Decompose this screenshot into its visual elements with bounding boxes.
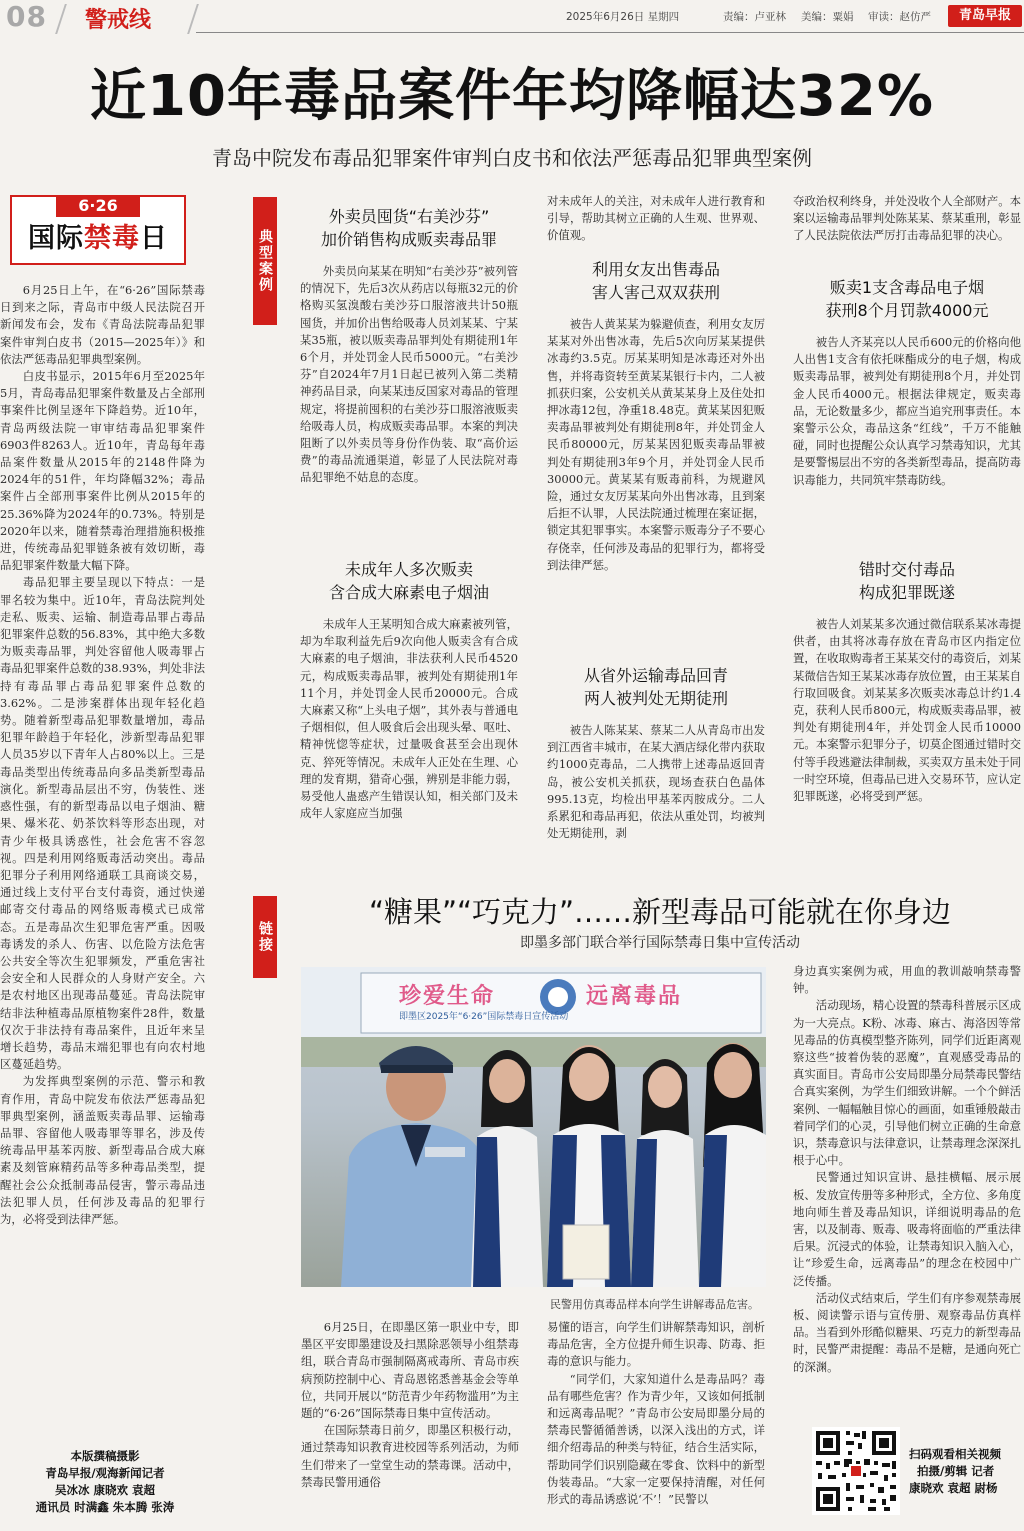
header-date: 2025年6月26日 星期四 (566, 11, 680, 23)
case-3-text: 被告人黄某某为躲避侦查，利用女友厉某某对外出售冰毒，先后5次向厉某某提供冰毒约3.5克。厉某某明知是冰毒还对外出售，并将毒资转至黄某某银行卡内，二人被抓获归案，公安机关从黄某某身上及住处扣押冰毒12包，净重18.48克。黄某某因犯贩卖毒品罪被判处有期徒刑8年，并处罚金人民币80000元，厉某某因犯贩卖毒品罪被判处有期徒刑3年9个月，并处罚金人民币30000元。黄某某有贩毒前科，为规避风险，通过女友厉某某向外出售冰毒，且到案后拒不认罪，人民法院通过梳理在案证据，锁定其犯罪事实。本案警示贩毒分子不要心存侥幸，任何涉及毒品的犯罪行为，都将受到法律严惩。 (547, 317, 765, 572)
link-col-2-para-2: “同学们，大家知道什么是毒品吗？毒品有哪些危害？作为青少年，又该如何抵制和远离毒品呢？”青岛市公安局即墨分局的禁毒民警循循善诱，以深入浅出的方式，详细介绍毒品的种类与特征，结合生活实际，帮助同学们识别隐藏在零食、饮料中的新型伪装毒品。“大家一定要保持清醒，对任何形式的毒品诱惑说‘不’！”民警以 (547, 1371, 765, 1507)
day-logo-title (12, 221, 184, 257)
case-1-title-2: 加价销售构成贩卖毒品罪 (320, 230, 497, 249)
link-col-2 (547, 1319, 765, 1531)
case-5-text: 被告人齐某亮以人民币600元的价格向他人出售1支含有依托咪酯成分的电子烟，构成贩卖毒品罪，被判处有期徒刑8个月，并处罚金人民币4000元。根据法律规定，贩卖毒品，无论数量多少，都应当追究刑事责任。本案警示公众，毒品这条“红线”，千万不能触碰，同时也提醒公众认真学习禁毒知识，尤其是要警惕层出不穷的各类新型毒品，提高防毒识毒能力，共同筑牢禁毒防线。 (793, 335, 1021, 487)
credit-line-2: 吴冰冰 康晓欢 袁超 (54, 1483, 155, 1497)
case-6 (793, 558, 1021, 856)
student-4 (699, 1043, 766, 1287)
event-photo (301, 967, 766, 1287)
link-col-3-para-2: 活动现场，精心设置的禁毒科普展示区成为一大亮点。K粉、冰毒、麻古、海洛因等常见毒品的仿真模型整齐陈列，同学们近距离观察这些“披着伪装的恶魔”，直观感受毒品的真实面目。青岛市公安局即墨分局禁毒民警结合真实案例，为学生们细致讲解。一个个鲜活案例、一幅幅触目惊心的画面，如重锤般敲击着同学们的心灵，引导他们树立正确的生命意识，禁毒意识与法律意识，让禁毒理念深深扎根于心中。 (793, 998, 1021, 1168)
qr-text-line-3: 康晓欢 袁超 尉杨 (909, 1481, 998, 1495)
case-6-title-2: 构成犯罪既遂 (858, 583, 955, 602)
case-2-continued: 对未成年人的关注，对未成年人进行教育和引导，帮助其树立正确的人生观、世界观、价值观。 (547, 194, 765, 243)
qr-text-line-1: 扫码观看相关视频 (909, 1447, 1001, 1461)
case-2-title-2: 含合成大麻素电子烟油 (328, 583, 489, 602)
case-5-title-2: 获刑8个月罚款4000元 (825, 301, 989, 320)
lead-paragraph-3: 毒品犯罪主要呈现以下特点：一是罪名较为集中。近10年，青岛法院判处走私、贩卖、运输、制造毒品罪占毒品犯罪案件总数的56.83%，其中绝大多数为贩卖毒品罪，判处容留他人吸毒罪占毒品犯罪案件总数的38.93%，判处非法持有毒品罪占毒品犯罪案件总数的3.62%。二是涉案群体出现年轻化趋势。随着新型毒品犯罪数量增加，毒品犯罪年龄趋于年轻化，涉新型毒品犯罪人员35岁以下青年人占80%以上。三是毒品类型出传统毒品向多品类新型毒品演化。新型毒品层出不穷，伪装性、迷惑性强，有的新型毒品以电子烟油、糖果、爆米花、奶茶饮料等形态出现，对青少年极具诱惑性，社会危害不容忽视。四是利用网络贩毒活动突出。毒品犯罪分子利用网络通联工具商谈交易，通过线上支付平台支付毒资，通过快递邮寄交付毒品的网络贩毒模式已成常态。五是毒品次生犯罪危害严重。因吸毒诱发的杀人、伤害、以危险方法危害公共安全等次生犯罪频发，严重危害社会安全和人民群众的人身财产安全。六是农村地区出现毒品蔓延。青岛法院审结非法种植毒品原植物案件28件，数量仅次于非法持有毒品案件，且近年来呈增长趋势，毒品末端犯罪也有向农村地区蔓延趋势。 (0, 575, 205, 1072)
header-art-editor: 美编：粟娟 (801, 11, 854, 23)
link-col-2-para-1: 易懂的语言，向学生们讲解禁毒知识，剖析毒品危害，全方位提升师生识毒、防毒、拒毒的意识与能力。 (547, 1320, 765, 1369)
link-col-3-para-4: 活动仪式结束后，学生们有序参观禁毒展板、阅读警示语与宣传册、观察毒品仿真样品。当看到外形酷似糖果、巧克力的新型毒品时，民警严肃提醒：毒品不是糖，是通向死亡的深渊。 (793, 1290, 1021, 1374)
case-5 (793, 276, 1021, 526)
tab-typical-cases: 典型案例 (253, 197, 277, 325)
page-header (0, 0, 1024, 36)
section-name: 警戒线 (85, 8, 152, 33)
link-subheadline: 即墨多部门联合举行国际禁毒日集中宣传活动 (520, 935, 800, 951)
header-slash-2 (187, 4, 199, 34)
case-1-text: 外卖员向某某在明知“右美沙芬”被列管的情况下，先后3次从药店以每瓶32元的价格购买氢溴酸右美沙芬口服溶液共计50瓶囤货，并加价出售给吸毒人员刘某某、宁某某35瓶，被以贩卖毒品罪判处有期徒刑1年6个月，并处罚金人民币5000元。“右美沙芬”自2024年7月1日起已被列入第二类精神药品目录，向某某违反国家对毒品的管理规定，将提前囤积的右美沙芬口服溶液贩卖给吸毒人员，构成贩卖毒品罪。本案的判决阻断了以外卖员等身份作伪装、取“高价运费”的毒品流通渠道，彰显了人民法院对毒品犯罪绝不姑息的态度。 (300, 264, 518, 485)
case-4-title-1: 从省外运输毒品回青 (583, 666, 728, 685)
case-5-title-1: 贩卖1支含毒品电子烟 (829, 278, 985, 297)
paper-logo: 青岛早报 (948, 5, 1022, 27)
page-number: 08 (6, 0, 47, 33)
lead-article (0, 282, 205, 1432)
link-col-1 (301, 1319, 519, 1531)
case-3 (547, 258, 765, 644)
link-headline: “糖果”“巧克力”……新型毒品可能就在你身边 (368, 895, 952, 929)
credit-line-3: 通讯员 时满鑫 朱本腾 张涛 (35, 1500, 175, 1514)
student-1 (471, 1050, 543, 1287)
case-2-title-1: 未成年人多次贩卖 (344, 560, 473, 579)
header-proofreader: 审读：赵仿严 (868, 11, 931, 23)
case-6-text: 被告人刘某某多次通过微信联系某冰毒提供者，由其将冰毒存放在青岛市区内指定位置，在收取购毒者王某某交付的毒资后，刘某某微信告知王某某冰毒存放位置，由王某某自行取回吸食。刘某某多次贩卖冰毒总计约1.4克，获利人民币800元，构成贩卖毒品罪，被判处有期徒刑4年，并处罚金人民币10000元。本案警示犯罪分子，切莫企图通过错时交付等手段逃避法律制裁，买卖双方虽未处于同一时空环境，但毒品已进入交易环节，应认定犯罪既遂，必将受到严惩。 (793, 617, 1021, 804)
qr-code-icon (812, 1427, 900, 1515)
case-2-text: 未成年人王某明知合成大麻素被列管，却为牟取利益先后9次向他人贩卖含有合成大麻素的电子烟油，非法获利人民币4520元，构成贩卖毒品罪，被判处有期徒刑1年11个月，并处罚金人民币20000元。合成大麻素又称“上头电子烟”，其外表与普通电子烟相似，但人吸食后会出现头晕、呕吐、精神恍惚等症状，过量吸食甚至会出现休克、猝死等情况。未成年人正处在生理、心理的发育期，猎奇心强，辨别是非能力弱，易受他人蛊惑产生错误认知，相关部门及未成年人家庭应当加强 (300, 617, 518, 821)
day-logo (10, 195, 186, 265)
tab-link: 链接 (253, 896, 277, 978)
case-1 (300, 205, 518, 553)
day-logo-date: 6·26 (56, 195, 140, 217)
link-col-1-para-2: 在国际禁毒日前夕，即墨区积极行动，通过禁毒知识教育进校园等系列活动，为师生们带来了一堂堂生动的禁毒课。活动中，禁毒民警用通俗 (301, 1423, 519, 1489)
qr-text (909, 1446, 1024, 1497)
case-4-title-2: 两人被判处无期徒刑 (583, 689, 728, 708)
credit-box (10, 1448, 200, 1516)
photo-banner-text-1: 珍爱生命 (399, 984, 496, 1009)
lead-paragraph-2: 白皮书显示，2015年6月至2025年5月，青岛毒品犯罪案件数量及占全部刑事案件比例呈逐年下降趋势。近10年，青岛两级法院一审审结毒品犯罪案件6903件8263人。近10年，青岛每年毒品案件数量从2015年的2148件降为2024年的51件，年均降幅32%；毒品案件占全部刑事案件比例从2015年的25.36%降为2024年的0.73%。特别是2020年以来，随着禁毒治理措施积极推进，传统毒品犯罪链条被有效切断，毒品犯罪案件数量大幅下降。 (0, 369, 205, 573)
header-slash-1 (55, 4, 67, 34)
link-col-3-para-1: 身边真实案例为戒，用血的教训敲响禁毒警钟。 (793, 964, 1021, 996)
header-rule (196, 32, 1024, 33)
case-1-title-1: 外卖员囤货“右美沙芬” (328, 207, 490, 226)
lead-paragraph-4: 为发挥典型案例的示范、警示和教育作用，青岛中院发布依法严惩毒品犯罪典型案例，涵盖贩卖毒品罪、运输毒品罪、容留他人吸毒罪等罪名，涉及传统毒品甲基苯丙胺、新型毒品合成大麻素及刻管麻精药品等多种毒品类型，提醒社会公众抵制毒品侵害，警示毒品违法犯罪人员，任何涉及毒品的犯罪行为，必将受到法律严惩。 (0, 1074, 205, 1226)
credit-title: 本版撰稿摄影 (70, 1449, 140, 1463)
case-3-title-2: 害人害己双双获刑 (591, 283, 720, 302)
case-3-title-1: 利用女友出售毒品 (591, 260, 720, 279)
credit-line-1: 青岛早报/观海新闻记者 (45, 1466, 165, 1480)
qr-code[interactable] (812, 1427, 900, 1515)
day-logo-post: 日 (140, 223, 168, 254)
case-4-text: 被告人陈某某、蔡某二人从青岛市出发到江西省丰城市，在某大酒店绿化带内获取约1000克毒品，二人携带上述毒品返回青岛，被公安机关抓获，现场查获白色晶体995.13克，均检出甲基苯丙胺成分。二人系累犯和毒品再犯，依法从重处罚，均被判处无期徒刑，剥 (547, 723, 765, 841)
case-4-continued: 夺政治权利终身，并处没收个人全部财产。本案以运输毒品罪判处陈某某、蔡某重刑，彰显了人民法院依法严厉打击毒品犯罪的决心。 (793, 194, 1021, 243)
day-logo-red: 禁毒 (84, 223, 140, 254)
link-col-1-para-1: 6月25日，在即墨区第一职业中专，即墨区平安即墨建设及扫黑除恶领导小组禁毒组，联合青岛市强制隔离戒毒所、青岛市疾病预防控制中心、青岛恩铭悉善基金会等单位，共同开展以“防范青少年药物滥用”为主题的“6·26”国际禁毒日集中宣传活动。 (301, 1320, 519, 1421)
link-col-3-para-3: 民警通过知识宣讲、悬挂横幅、展示展板、发放宣传册等多种形式，全方位、多角度地向师生普及毒品知识，详细说明毒品的危害，以及制毒、贩毒、吸毒将面临的严重法律后果。沉浸式的体验，让禁毒知识入脑入心，让“珍爱生命，远离毒品”的理念在校园中广泛传播。 (793, 1170, 1021, 1288)
photo-banner-small-text: 即墨区2025年“6·26”国际禁毒日宣传活动 (399, 1012, 569, 1022)
case-6-title-1: 错时交付毒品 (858, 560, 955, 579)
case-4 (547, 664, 765, 844)
main-headline: 近10年毒品案件年均降幅达32% (90, 64, 934, 129)
student-3 (631, 1059, 699, 1287)
link-col-3 (793, 963, 1021, 1408)
sub-headline: 青岛中院发布毒品犯罪案件审判白皮书和依法严惩毒品犯罪典型案例 (212, 146, 812, 170)
qr-text-line-2: 拍摄/剪辑 记者 (917, 1464, 995, 1478)
photo-caption: 民警用仿真毒品样本向学生讲解毒品危害。 (550, 1298, 759, 1311)
day-logo-pre: 国际 (28, 223, 84, 254)
case-2 (300, 558, 518, 858)
lead-paragraph-1: 6月25日上午，在“6·26”国际禁毒日到来之际，青岛市中级人民法院召开新闻发布会，发布《青岛法院毒品犯罪案件审判白皮书（2015—2025年）》和依法严惩毒品犯罪典型案例。 (0, 283, 205, 366)
header-editor: 责编：卢亚林 (723, 11, 786, 23)
photo-banner-text-2: 远离毒品 (586, 984, 683, 1009)
